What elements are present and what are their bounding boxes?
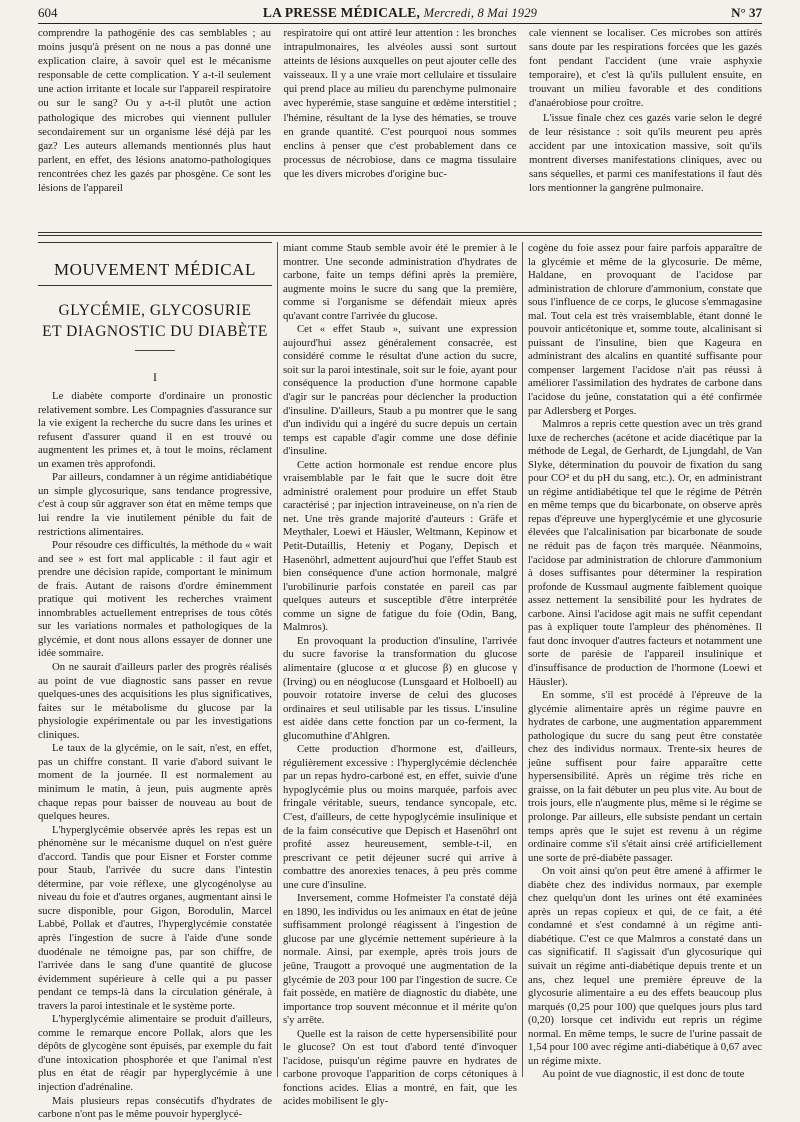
paragraph: Mais plusieurs repas consécutifs d'hydrates de carbone n'ont pas le même pouvoir hyperglycé-: [38, 1094, 272, 1121]
paragraph: Cette production d'hormone est, d'ailleurs, régulièrement excessive : l'hyperglycémie déclenchée par un repas hydro-carboné est, en effet, suivie d'une hypoglycémie plus ou moins marquée, parfois avec fringale véritable, sueurs, tendance syncopale, etc. C'est, d'ailleurs, de cette hypoglycémie insulinique et de la faim consécutive que Depisch et Hasenöhrl ont profité assez heureusement, semble-t-il, en prescrivant ce petit déjeuner sucré qui arrive à combattre des anorexies tenaces, à peu près comme une cure d'insuline.: [283, 743, 517, 891]
paragraph: comprendre la pathogénie des cas semblables ; au moins jusqu'à présent on ne nous a pas donné une explication claire, à savoir quel est le mécanisme responsable de cette complication. Y a-t-il seulement une action irritante et locale sur l'appareil respiratoire ou sur le sang? Ou y a-t-il plutôt une action pathologique des microbes qui viennent pulluler secondairement sur un organisme lésé déjà par les gaz? Les auteurs allemands mentionnés plus haut parlent, en effet, des lésions anatomo-pathologiques rencontrées chez les gazés par phosgène. Ce sont les lésions de l'appareil: [38, 27, 271, 195]
article-title-line-2: ET DIAGNOSTIC DU DIABÈTE: [42, 322, 268, 340]
issue-number: N° 37: [731, 5, 762, 20]
page-number: 604: [38, 5, 58, 20]
subsection-numeral: I: [153, 369, 157, 384]
paragraph: cale viennent se localiser. Ces microbes son attirés sans doute par les respirations forcées que les gazés font pendant l'accident (une vraie asphyxie temporaire), et c'est là qu'ils pullulent ensuite, en trouvant un milieu favorable et des conditions d'anaérobiose pour croître.: [529, 27, 762, 110]
paragraph: Cette action hormonale est rendue encore plus vraisemblable par le fait que le sucre doit être administré oralement pour produire un effet Staub caractérisé ; par injection intraveineuse, on n'a rien de net. Une très grande majorité d'auteurs : Gräfe et Meythaler, Loewi et Häusler, Weltmann, Kepinow et Petit-Dutaillis, Heteniy et Pogany, Depisch et Hasenöhrl, admettent aujourd'hui que l'effet Staub est bien conséquence d'une action hormonale, malgré l'urobilinurie parfois constatée en pareil cas par quelques auteurs et susceptible d'être interprétée comme un signe de fatigue du foie (Odin, Bang, Malmros).: [283, 458, 517, 634]
journal-name: LA PRESSE MÉDICALE,: [262, 5, 421, 20]
article-column-2: [283, 242, 517, 1108]
paragraph: Le diabète comporte d'ordinaire un pronostic relativement sombre. Les Compagnies d'assurance sur la vie exigent la recherche du sucre dans les urines et refusent d'assurer quand il en est trouvé ou augmentent les primes et, à tout le moins, réclament un examen très approfondi.: [38, 390, 272, 470]
paragraph: respiratoire qui ont attiré leur attention : les bronches intrapulmonaires, les alvéoles aussi sont surtout atteints de lésions auxquelles on peut ajouter celle des vaisseaux. Il y a une vraie mort cellulaire et tissulaire qui prend place au milieu du parenchyme pulmonaire avec hyperémie, stase sanguine et œdème interstitiel ; l'hémine, résultant de la lyse des hématies, se trouve en grande quantité. C'est pourquoi nous sommes enclins à penser que c'est probablement dans ce processus de nécrobiose, dans ce magma tissulaire que les divers microbes d'origine buc-: [283, 27, 517, 180]
paragraph: Quelle est la raison de cette hypersensibilité pour le glucose? On est tout d'abord tenté d'invoquer l'acidose, puisqu'un régime pauvre en hydrates de carbone provoque l'apparition de corps cétoniques à fonctions acides. Elias a montré, en fait, que les acides mobilisent le gly-: [283, 1027, 517, 1108]
top-column-3: [529, 26, 762, 228]
paragraph: Malmros a repris cette question avec un très grand luxe de recherches (acétone et acide diacétique par la méthode de Legal, de Gerhardt, de Ljungdahl, de Van Slyke, détermination du pouvoir de fixation du sang pour CO² et du pH du sang, etc.). Or, en administrant un régime antidiabétique tel que le régime de Pétrén en même temps que du bicarbonate, on observe après repas d'épreuve une hyperglycémie et une glycosurie élevées que l'alcalinisation par bicarbonate de soude ne réduit pas de façon très marquée. Néanmoins, l'acidose par administration de chlorure d'ammonium à doses suffisantes pour déterminer la respiration profonde de Kussmaul augmente faiblement quoique assez nettement la sensibilité pour les hydrates de carbone. Ainsi l'acidose agit mais ne suffit cependant pas à expliquer toute l'ampleur des phénomènes. Il faut donc invoquer d'autres facteurs et notamment une sorte de parésie de l'appareil insulinique et d'insuffisance de production de l'hormone (Loewi et Häusler).: [528, 418, 762, 688]
divider: [38, 242, 272, 243]
column-rule: [277, 242, 278, 1077]
section-divider: [38, 232, 762, 233]
section-heading: MOUVEMENT MÉDICAL: [53, 260, 257, 279]
column-rule: [522, 242, 523, 1077]
article-column-3: [528, 242, 762, 1081]
paragraph: On ne saurait d'ailleurs parler des progrès réalisés au point de vue diagnostic sans passer en revue quelques-unes des acquisitions les plus significatives, faites sur le métabolisme du glucose par la physiologie expérimentale ou par les investigations cliniques.: [38, 661, 272, 741]
article-column-1: [38, 242, 272, 1121]
section-divider: [38, 235, 762, 236]
article-title: [38, 300, 272, 351]
paragraph: En somme, s'il est procédé à l'épreuve de la glycémie alimentaire après un régime pauvre en hydrates de carbone, une augmentation apparemment pathologique du sucre du sang peut être constatée chez des individus normaux. Trente-six heures de jeûne suffisent pour faire apparaître cette hypersensibilité. Après un régime très riche en graisse, on la fait débuter un peu plus vite. Au bout de trois jours, elle n'augmente plus, même si le régime se prolonge. Par ailleurs, elle subsiste pendant un certain temps après que le sujet est revenu à un régime ordinaire comme s'il s'était ainsi créé artificiellement une sorte de pré-diabète passager.: [528, 689, 762, 864]
paragraph: En provoquant la production d'insuline, l'arrivée du sucre favorise la transformation du glucose alimentaire (glucose α et glucose β) en glucose γ (Irving) ou en néoglucose (Lunsgaard et Holboell) au pouvoir rotatoire inverse de celui des glucoses ordinaires et seul utilisable par les tissus. L'insuline est aidée dans cette fonction par un co-ferment, la glucomuthine d'Ahlgren.: [283, 634, 517, 742]
paragraph: L'hyperglycémie alimentaire se produit d'ailleurs, comme le remarque encore Pollak, alors que les dépôts de glycogène sont épuisés, par exemple du fait d'une intoxication phosphorée et que l'animal n'est plus en état de réagir par hyperglycémie à une injection d'adrénaline.: [38, 1013, 272, 1093]
paragraph: Cet « effet Staub », suivant une expression aujourd'hui assez généralement consacrée, est considéré comme le résultat d'une action du sucre, soit sur la paroi intestinale, soit sur le foie, ayant pour conséquence la production d'une hormone capable d'agir sur le pancréas pour déclencher la production d'insuline. D'ailleurs, Staub a pu montrer que le sang d'un individu qui a ingéré du sucre depuis un certain temps est capable d'agir comme une dose définie d'insuline.: [283, 323, 517, 458]
paragraph: Au point de vue diagnostic, il est donc de toute: [542, 1068, 745, 1081]
subsection-heading: [38, 371, 272, 385]
title-rule: [135, 350, 175, 351]
paragraph: Par ailleurs, condamner à un régime antidiabétique un simple glycosurique, sans tendance progressive, c'est à coup sûr aggraver son état en même temps que lui rendre la vie inutilement pénible du fait de restrictions alimentaires.: [38, 471, 272, 538]
article-title-line-1: GLYCÉMIE, GLYCOSURIE: [58, 301, 252, 319]
paragraph: L'hyperglycémie observée après les repas est un phénomène sur le mécanisme duquel on n'est guère d'accord. Tandis que pour Eisner et Forster comme pour Staub, l'arrivée du sucre dans l'intestin détermine, par voie réflexe, une glycogénolyse au niveau du foie et d'autres organes, augmentant ainsi le sucre disponible, pour Gigon, Borodulin, Marcel Labbé, Pollak et d'autres, l'hyperglycémie constatée après l'ingestion de sucre à l'aide d'une sonde duodénale ne témoigne pas, par son chiffre, de l'arrivée dans le sang d'une quantité de glucose évidemment supérieure à celle qui a pu passer pendant ce temps-là dans la circulation générale, à travers la paroi intestinale et le système porte.: [38, 823, 272, 1012]
paragraph: L'issue finale chez ces gazés varie selon le degré de leur résistance : soit qu'ils meurent peu après accident par une intoxication massive, soit qu'ils montrent diverses manifestations cliniques, avec ou sans séquelles, et parmi ces manifestations il faut dès lors mentionner la gangrène pulmonaire.: [529, 111, 762, 195]
journal-title: [38, 5, 762, 21]
top-column-2: [284, 26, 517, 228]
paragraph: Le taux de la glycémie, on le sait, n'est, en effet, pas un chiffre constant. Il varie d'abord suivant le moment de la journée. Il est normalement au minimum le matin, à jeun, puis augmente après chaque repas pour baisser de nouveau au bout de quelques heures.: [38, 742, 272, 823]
paragraph: Inversement, comme Hofmeister l'a constaté déjà en 1890, les individus ou les animaux en état de jeûne suffisamment prolongé réagissent à l'ingestion de glucose par une glycémie nettement supérieure à la normale. Ainsi, par exemple, après trois jours de jeûne, Traugott a provoqué une augmentation de la glycémie de 203 pour 100 par l'ingestion de sucre. Ce fait possède, en matière de diagnostic du diabète, une importance trop souvent méconnue et il mérite qu'on s'y arrête.: [283, 892, 517, 1027]
top-column-1: [38, 26, 271, 228]
paragraph: miant comme Staub semble avoir été le premier à le montrer. Une seconde administration d'hydrates de carbone, faite un temps défini après la première, augmente moins le sucre du sang que la première, comme si l'organisme se défendait mieux après qu'avant contre l'arrivée du glucose.: [283, 242, 517, 322]
article-body: [38, 242, 762, 1121]
paragraph: On voit ainsi qu'on peut être amené à affirmer le diabète chez des individus normaux, par exemple chez quelqu'un dont les urines ont été examinées après un repas copieux et qui, de ce fait, a été condamné et s'est condamné à un régime anti-diabétique. C'est ce que Malmros a constaté dans un cas significatif. Il s'agissait d'un glycosurique qui suivait un régime anti-diabétique depuis trente et un ans, chez lequel une première épreuve de la glycosurie alimentaire a eu des effets beaucoup plus marqués (0,25 pour 100) que quelques jours plus tard (0,20) lorsque cet individu eut repris un régime normal. En même temps, le sucre de l'urine passait de 1,54 pour 100 avec régime anti-diabétique à 0,67 avec un régime mixte.: [528, 865, 762, 1067]
issue-date: Mercredi, 8 Mai 1929: [423, 6, 538, 20]
previous-article-continuation: [38, 26, 762, 228]
paragraph: cogène du foie assez pour faire parfois apparaître de la glycémie et même de la glycosurie. De même, Haldane, en provoquant de l'acidose par administration de chlorure d'ammonium, constate que sous l'influence de ce corps, le glucose s'emmagasine mal. Tout cela est très vraisemblable, étant donné le pouvoir anticétonique et, somme toute, alcalinisant si puissant de l'insuline, bien que Kageura en administrant des alcalins en quantité suffisante pour compenser largement l'acidose n'ait pas réussi à améliorer l'assimilation des hydrates de carbone dans l'acidose du jeûne, constatation qui a été confirmée par Adlersberg et Porges.: [528, 242, 762, 417]
paragraph: Pour résoudre ces difficultés, la méthode du « wait and see » est fort mal applicable : il faut agir et prendre une décision rapide, comportant le minimum de frais. Autant de raisons d'ordre éminemment pratique qui motivent les recherches vraiment innombrables actuellement entreprises de tous côtés sur les variations normales et pathologiques de la glycémie, et dont nous allons essayer de donner une idée sommaire.: [38, 539, 272, 660]
page-header: [38, 3, 762, 24]
divider: [38, 285, 272, 286]
